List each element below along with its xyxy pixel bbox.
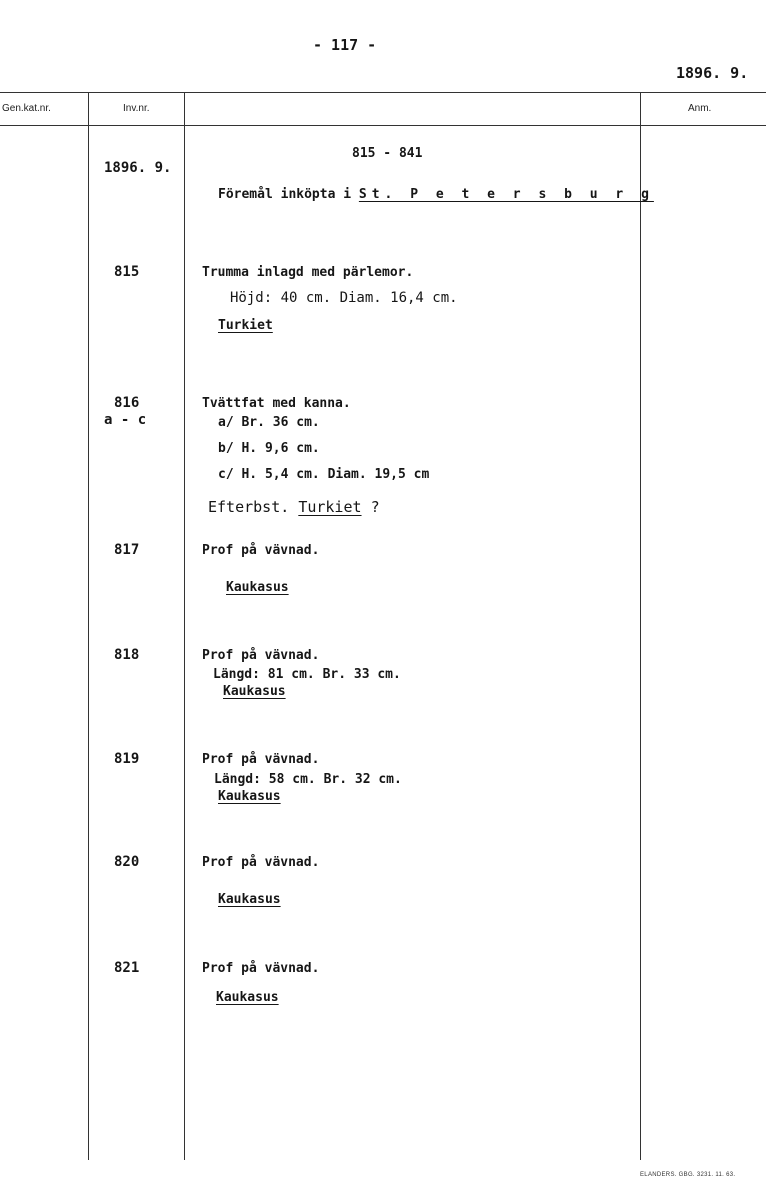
entry-818-origin: Kaukasus — [223, 684, 286, 699]
entry-821-origin: Kaukasus — [216, 990, 279, 1005]
entry-816-inv: 816 — [114, 395, 140, 411]
column-divider-2 — [184, 92, 185, 1160]
column-header-inv-nr: Inv.nr. — [123, 103, 150, 114]
entry-815-inv: 815 — [114, 264, 140, 280]
section-heading-prefix: Föremål inköpta i — [218, 187, 352, 202]
entry-816-origin: Turkiet — [298, 498, 362, 516]
entry-816-line-c: c/ H. 5,4 cm. Diam. 19,5 cm — [218, 467, 430, 482]
entry-816-title: Tvättfat med kanna. — [202, 396, 351, 411]
entry-817-origin: Kaukasus — [226, 580, 289, 595]
column-header-gen-kat-nr: Gen.kat.nr. — [2, 103, 51, 114]
entry-819-inv: 819 — [114, 751, 140, 767]
entry-816-line-b: b/ H. 9,6 cm. — [218, 441, 320, 456]
entry-816-origin-prefix: Efterbst. — [208, 498, 290, 516]
entry-816-inv-sub: a - c — [104, 412, 147, 428]
inventory-range: 815 - 841 — [352, 146, 423, 161]
section-heading-place: St. P e t e r s b u r g — [358, 187, 654, 202]
column-header-rule — [0, 125, 766, 126]
entry-820-origin: Kaukasus — [218, 892, 281, 907]
entry-815-origin: Turkiet — [218, 318, 273, 333]
entry-819-origin: Kaukasus — [218, 789, 281, 804]
entry-816-origin-suffix: ? — [370, 498, 380, 516]
page-year: 1896. 9. — [676, 64, 749, 82]
section-heading — [218, 187, 654, 202]
entry-820-title: Prof på vävnad. — [202, 855, 320, 870]
entry-820-inv: 820 — [114, 854, 140, 870]
entry-819-title: Prof på vävnad. — [202, 752, 320, 767]
entry-815-measure: Höjd: 40 cm. Diam. 16,4 cm. — [230, 290, 458, 306]
entry-821-inv: 821 — [114, 960, 140, 976]
entry-815-title: Trumma inlagd med pärlemor. — [202, 265, 414, 280]
entry-817-title: Prof på vävnad. — [202, 543, 320, 558]
inv-year: 1896. 9. — [104, 160, 172, 176]
entry-816-origin-line — [208, 498, 380, 516]
printer-imprint: ELANDERS. GBG. 3231. 11. 63. — [640, 1172, 736, 1178]
entry-816-line-a: a/ Br. 36 cm. — [218, 415, 320, 430]
entry-818-inv: 818 — [114, 647, 140, 663]
header-rule — [0, 92, 766, 93]
column-divider-3 — [640, 92, 641, 1160]
column-header-anm: Anm. — [688, 103, 712, 114]
page-number: - 117 - — [313, 36, 377, 54]
entry-821-title: Prof på vävnad. — [202, 961, 320, 976]
entry-819-measure: Längd: 58 cm. Br. 32 cm. — [214, 772, 402, 787]
entry-818-measure: Längd: 81 cm. Br. 33 cm. — [213, 667, 401, 682]
entry-817-inv: 817 — [114, 542, 140, 558]
column-divider-1 — [88, 92, 89, 1160]
entry-818-title: Prof på vävnad. — [202, 648, 320, 663]
